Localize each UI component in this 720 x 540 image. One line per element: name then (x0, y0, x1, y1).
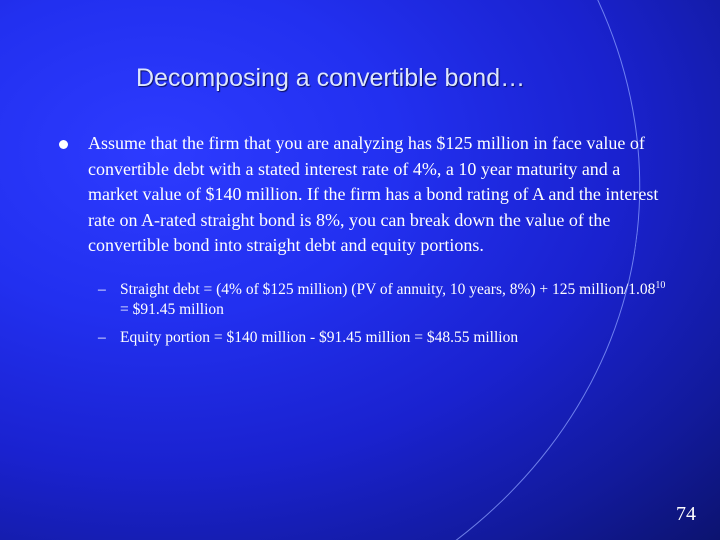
dash-icon: – (98, 329, 106, 346)
sub-bullet-straight-debt (98, 280, 668, 320)
bullet-icon (59, 140, 68, 149)
sub-bullet-text (120, 280, 668, 320)
dash-icon: – (98, 281, 106, 298)
formula-result: = $91.45 million (120, 301, 224, 318)
page-number: 74 (676, 503, 696, 525)
exponent: 10 (655, 279, 666, 291)
main-bullet-text: Assume that the firm that you are analyzing has $125 million in face value of convertible debt with a stated interest rate of 4%, a 10 year maturity and a market value of $140 million. If the firm has a bond rating of A and the interest rate on A-rated straight bond is 8%, you can break down the value of the convertible bond into straight debt and equity portions. (88, 133, 659, 255)
sub-bullet-equity-portion (98, 328, 668, 348)
slide-title: Decomposing a convertible bond… (136, 64, 526, 92)
formula-text: Straight debt = (4% of $125 million) (PV of annuity, 10 years, 8%) + 125 million/1.08 (120, 281, 656, 298)
sub-bullet-text: Equity portion = $140 million - $91.45 million = $48.55 million (120, 329, 519, 346)
